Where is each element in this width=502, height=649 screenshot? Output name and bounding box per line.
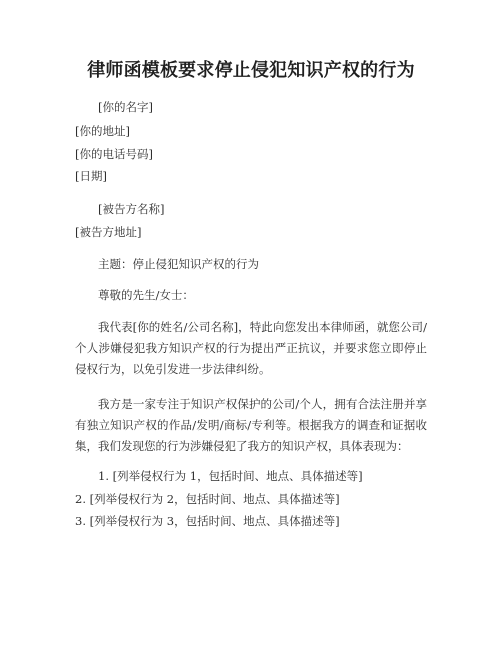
letter-date: [日期] — [75, 169, 107, 183]
list-item: 1. [列举侵权行为 1，包括时间、地点、具体描述等] — [98, 469, 363, 483]
document-title: 律师函模板要求停止侵犯知识产权的行为 — [87, 60, 415, 81]
letter-salutation: 尊敬的先生/女士： — [98, 288, 194, 302]
body-paragraph: 我代表[你的姓名/公司名称]，特此向您发出本律师函，就您公司/个人涉嫌侵犯我方知识产权的行为提出严正抗议，并要求您立即停止侵权行为，以免引发进一步法律纠纷。 — [75, 320, 427, 376]
sender-address: [你的地址] — [75, 124, 130, 138]
list-item: 2. [列举侵权行为 2，包括时间、地点、具体描述等] — [75, 492, 340, 506]
recipient-name: [被告方名称] — [98, 202, 165, 216]
list-item: 3. [列举侵权行为 3，包括时间、地点、具体描述等] — [75, 514, 340, 528]
letter-subject: 主题：停止侵犯知识产权的行为 — [98, 257, 259, 271]
sender-phone: [你的电话号码] — [75, 147, 153, 161]
sender-name: [你的名字] — [98, 100, 153, 114]
body-paragraph: 我方是一家专注于知识产权保护的公司/个人，拥有合法注册并享有独立知识产权的作品/发明/商标/专利等。根据我方的调查和证据收集，我们发现您的行为涉嫌侵犯了我方的知识产权，具体表现为： — [75, 397, 427, 453]
recipient-address: [被告方地址] — [75, 225, 142, 239]
